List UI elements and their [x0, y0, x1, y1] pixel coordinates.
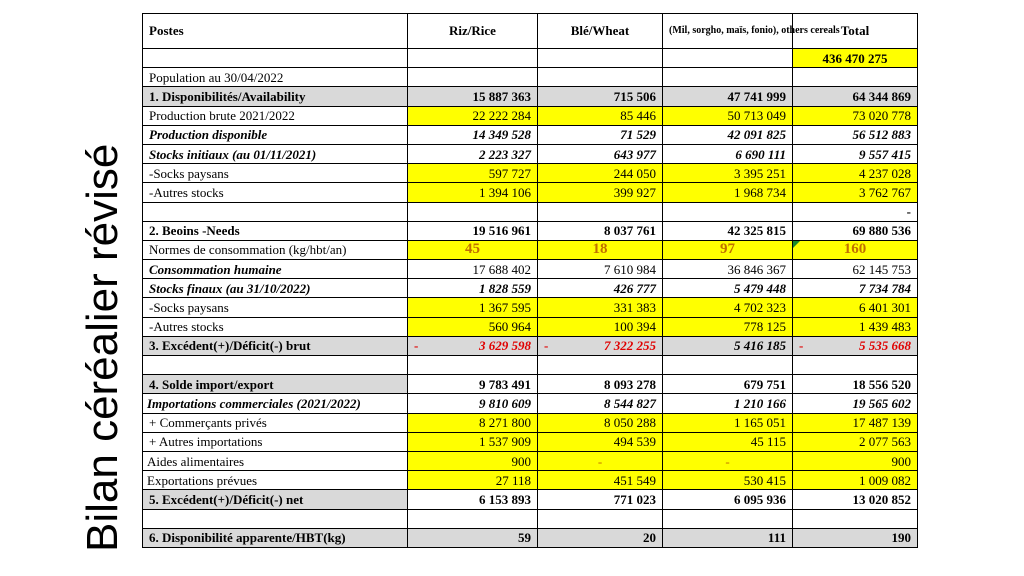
- cell-value: 47 741 999: [663, 87, 793, 106]
- table-row: [143, 394, 918, 413]
- slide-title: Bilan céréalier révisé: [78, 143, 127, 552]
- cell-value: 2 077 563: [793, 432, 918, 451]
- comment-marker-icon: [793, 241, 800, 248]
- cell-value: 18: [538, 240, 663, 259]
- row-label: 3. Excédent(+)/Déficit(-) brut: [143, 336, 408, 355]
- table-row: [143, 144, 918, 163]
- cell-value: 18 556 520: [793, 375, 918, 394]
- cell-value: 597 727: [408, 164, 538, 183]
- row-label: 4. Solde import/export: [143, 375, 408, 394]
- row-label: 1. Disponibilités/Availability: [143, 87, 408, 106]
- table-row: [143, 279, 918, 298]
- cell-value: [538, 336, 663, 355]
- cell-value: 7 734 784: [793, 279, 918, 298]
- cell-value: 3 762 767: [793, 183, 918, 202]
- row-label: Aides alimentaires: [143, 451, 408, 470]
- cell-value: 69 880 536: [793, 221, 918, 240]
- cell-value: 50 713 049: [663, 106, 793, 125]
- row-label: -Autres stocks: [143, 317, 408, 336]
- row-label: Stocks initiaux (au 01/11/2021): [143, 144, 408, 163]
- cell-value: 9 783 491: [408, 375, 538, 394]
- header-rice: Riz/Rice: [408, 14, 538, 49]
- row-label: Production brute 2021/2022: [143, 106, 408, 125]
- cell-text: 7 322 255: [604, 338, 656, 354]
- cell-value: 45: [408, 240, 538, 259]
- cell-value: 643 977: [538, 144, 663, 163]
- cell-value: 19 565 602: [793, 394, 918, 413]
- cell-value: 15 887 363: [408, 87, 538, 106]
- table-row: [143, 375, 918, 394]
- cell-text: 5 535 668: [859, 338, 911, 354]
- table-row: [143, 432, 918, 451]
- table-row: [143, 260, 918, 279]
- cell-value: 64 344 869: [793, 87, 918, 106]
- cell-value: 14 349 528: [408, 125, 538, 144]
- cell-value: 1 009 082: [793, 471, 918, 490]
- row-label: 2. Beoins -Needs: [143, 221, 408, 240]
- cell-value: 71 529: [538, 125, 663, 144]
- table-row: [143, 164, 918, 183]
- table-row: [143, 317, 918, 336]
- cell-value: 1 210 166: [663, 394, 793, 413]
- row-label: -Autres stocks: [143, 183, 408, 202]
- row-label: 6. Disponibilité apparente/HBT(kg): [143, 528, 408, 547]
- row-label: + Autres importations: [143, 432, 408, 451]
- cell-value: 4 237 028: [793, 164, 918, 183]
- table-row: [143, 202, 918, 221]
- cell-value: 111: [663, 528, 793, 547]
- cell-value: 56 512 883: [793, 125, 918, 144]
- header-wheat: Blé/Wheat: [538, 14, 663, 49]
- cell-value: 20: [538, 528, 663, 547]
- row-label: -Socks paysans: [143, 164, 408, 183]
- row-label: Normes de consommation (kg/hbt/an): [143, 240, 408, 259]
- cell-value: 900: [408, 451, 538, 470]
- row-label: Exportations prévues: [143, 471, 408, 490]
- cell-value: 399 927: [538, 183, 663, 202]
- cell-text: 160: [843, 241, 867, 258]
- cell-value: 679 751: [663, 375, 793, 394]
- cell-value: [793, 336, 918, 355]
- cell-value: 8 093 278: [538, 375, 663, 394]
- cell-value: 9 557 415: [793, 144, 918, 163]
- cell-value: 27 118: [408, 471, 538, 490]
- cell-value: 9 810 609: [408, 394, 538, 413]
- cell-value: 494 539: [538, 432, 663, 451]
- cell-value: 1 537 909: [408, 432, 538, 451]
- cell-value: 6 153 893: [408, 490, 538, 509]
- cell-value: 5 416 185: [663, 336, 793, 355]
- table-row: [143, 356, 918, 375]
- header-postes: Postes: [143, 14, 408, 49]
- cell-value: 97: [663, 240, 793, 259]
- cell-value: 100 394: [538, 317, 663, 336]
- cell-value: 59: [408, 528, 538, 547]
- cell-value: 45 115: [663, 432, 793, 451]
- row-label: 5. Excédent(+)/Déficit(-) net: [143, 490, 408, 509]
- sign: -: [414, 338, 419, 354]
- cell-value: 62 145 753: [793, 260, 918, 279]
- cell-value: 42 325 815: [663, 221, 793, 240]
- table-row: [143, 509, 918, 528]
- row-label: Production disponible: [143, 125, 408, 144]
- sign: -: [799, 338, 804, 354]
- cell-value: [408, 336, 538, 355]
- table-row: [143, 413, 918, 432]
- cell-value: 17 688 402: [408, 260, 538, 279]
- cell-value: 1 367 595: [408, 298, 538, 317]
- cell-value: 1 439 483: [793, 317, 918, 336]
- table-row: [143, 240, 918, 259]
- cell-value: 13 020 852: [793, 490, 918, 509]
- cell-value: 771 023: [538, 490, 663, 509]
- cell-value: 85 446: [538, 106, 663, 125]
- cell-value: -: [663, 451, 793, 470]
- row-label: Stocks finaux (au 31/10/2022): [143, 279, 408, 298]
- table-row: [143, 183, 918, 202]
- cell-value: 8 544 827: [538, 394, 663, 413]
- cell-value: 36 846 367: [663, 260, 793, 279]
- cell-value: 778 125: [663, 317, 793, 336]
- cell-value: 3 395 251: [663, 164, 793, 183]
- table-row: [143, 68, 918, 87]
- cell-value: 244 050: [538, 164, 663, 183]
- cell-value: 8 037 761: [538, 221, 663, 240]
- cell-value: 530 415: [663, 471, 793, 490]
- cell-value: 73 020 778: [793, 106, 918, 125]
- cell-value: 8 050 288: [538, 413, 663, 432]
- row-label: Consommation humaine: [143, 260, 408, 279]
- row-label: -Socks paysans: [143, 298, 408, 317]
- table-row: [143, 87, 918, 106]
- cereal-balance-table: [142, 13, 918, 548]
- cell-value: 6 401 301: [793, 298, 918, 317]
- table-row: [143, 528, 918, 547]
- cell-value: 900: [793, 451, 918, 470]
- table-row: [143, 106, 918, 125]
- cell-value: 715 506: [538, 87, 663, 106]
- cell-value: 6 690 111: [663, 144, 793, 163]
- cell-value: 8 271 800: [408, 413, 538, 432]
- table-row: [143, 336, 918, 355]
- header-others: (Mil, sorgho, maïs, fonio), others cereals: [663, 14, 793, 49]
- table-row: [143, 490, 918, 509]
- cell-value: 2 223 327: [408, 144, 538, 163]
- header-total: Total: [793, 14, 918, 49]
- row-label: + Commerçants privés: [143, 413, 408, 432]
- row-label: Importations commerciales (2021/2022): [143, 394, 408, 413]
- cell-value: 1 165 051: [663, 413, 793, 432]
- cell-value: 5 479 448: [663, 279, 793, 298]
- cell-value: 1 394 106: [408, 183, 538, 202]
- cell-value: 1 968 734: [663, 183, 793, 202]
- table-row: [143, 298, 918, 317]
- cell-value: 190: [793, 528, 918, 547]
- cell-value: 451 549: [538, 471, 663, 490]
- table-header-row: [143, 14, 918, 49]
- cell-value: 4 702 323: [663, 298, 793, 317]
- table-row: [143, 471, 918, 490]
- cell-value: 560 964: [408, 317, 538, 336]
- cell-value: [793, 240, 918, 259]
- cell-value: 7 610 984: [538, 260, 663, 279]
- table-row: [143, 125, 918, 144]
- sign: -: [544, 338, 549, 354]
- cell-value: 331 383: [538, 298, 663, 317]
- cell-value: 19 516 961: [408, 221, 538, 240]
- cell-value: 426 777: [538, 279, 663, 298]
- table-row: [143, 49, 918, 68]
- cell-value: 22 222 284: [408, 106, 538, 125]
- row-label: Population au 30/04/2022: [143, 68, 408, 87]
- cell-value: 42 091 825: [663, 125, 793, 144]
- cell-value: -: [793, 202, 918, 221]
- cell-value: 6 095 936: [663, 490, 793, 509]
- table-row: [143, 451, 918, 470]
- population-total: 436 470 275: [793, 49, 918, 68]
- cell-text: 3 629 598: [479, 338, 531, 354]
- cell-value: 1 828 559: [408, 279, 538, 298]
- cell-value: -: [538, 451, 663, 470]
- table-row: [143, 221, 918, 240]
- cell-value: 17 487 139: [793, 413, 918, 432]
